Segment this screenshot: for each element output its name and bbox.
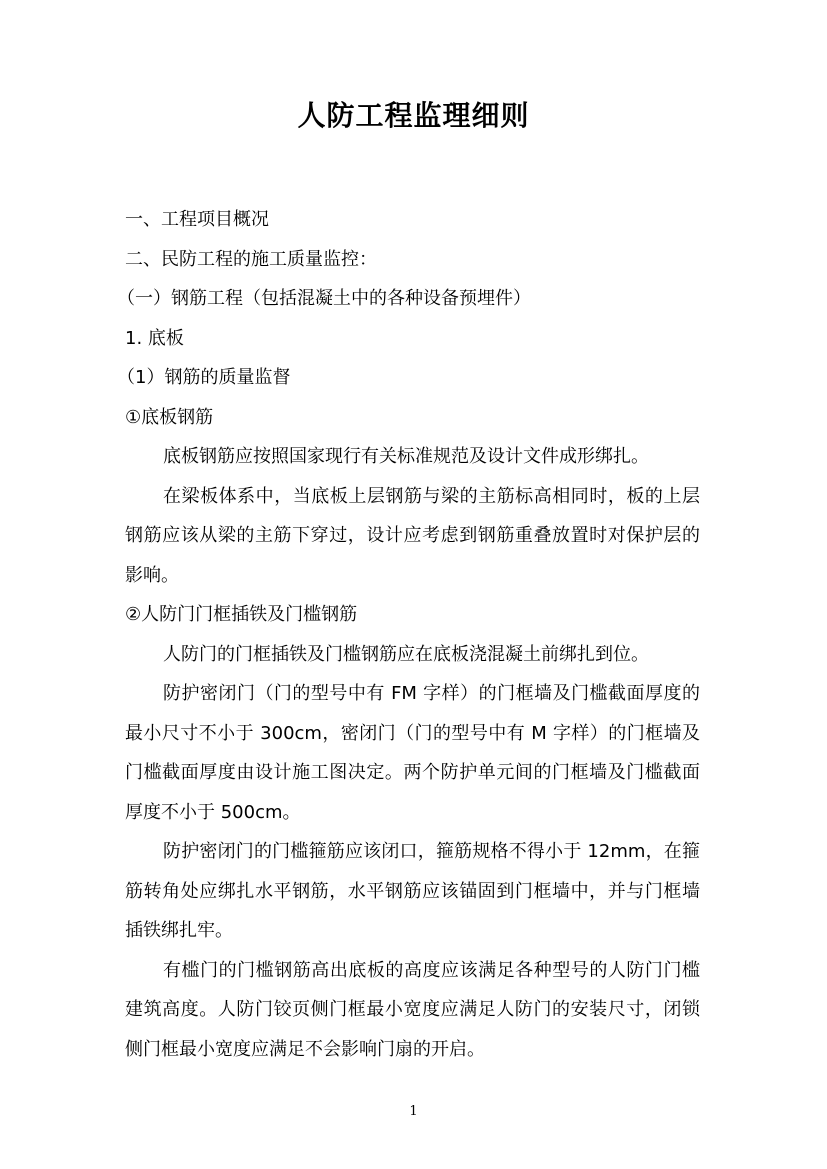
paragraph-door-frame-binding: 人防门的门框插铁及门槛钢筋应在底板浇混凝土前绑扎到位。 — [163, 643, 649, 665]
heading-quality-control: 二、民防工程的施工质量监控： — [125, 248, 377, 270]
page-title: 人防工程监理细则 — [297, 99, 530, 132]
heading-project-overview: 一、工程项目概况 — [125, 209, 269, 230]
document-body — [117, 200, 700, 1069]
heading-base-slab-rebar: ①底板钢筋 — [125, 406, 214, 428]
heading-base-slab: 1. 底板 — [125, 327, 184, 349]
heading-door-frame-rebar: ②人防门门框插铁及门槛钢筋 — [125, 604, 358, 625]
heading-rebar-quality-supervision: （1）钢筋的质量监督 — [117, 367, 291, 388]
paragraph-door-frame-thickness: 防护密闭门（门的型号中有 FM 字样）的门框墙及门槛截面厚度的最小尺寸不小于 300cm，密闭门（门的型号中有 M 字样）的门框墙及门槛截面厚度由设计施工图决定。两个防护单元间的门框墙及门槛截面厚度不小于 500cm。 — [125, 683, 700, 823]
paragraph-threshold-stirrups: 防护密闭门的门槛箍筋应该闭口，箍筋规格不得小于 12mm，在箍筋转角处应绑扎水平钢筋，水平钢筋应该锚固到门框墙中，并与门框墙插铁绑扎牢。 — [125, 841, 700, 941]
page-number: 1 — [409, 1104, 418, 1119]
paragraph-base-slab-rebar-binding: 底板钢筋应按照国家现行有关标准规范及设计文件成形绑扎。 — [163, 446, 649, 467]
heading-rebar-works: （一）钢筋工程（包括混凝土中的各种设备预埋件） — [117, 288, 531, 309]
paragraph-threshold-height: 有槛门的门槛钢筋高出底板的高度应该满足各种型号的人防门门槛建筑高度。人防门铰页侧门框最小宽度应满足人防门的安装尺寸，闭锁侧门框最小宽度应满足不会影响门扇的开启。 — [125, 959, 700, 1060]
paragraph-beam-slab-system: 在梁板体系中，当底板上层钢筋与梁的主筋标高相同时，板的上层钢筋应该从梁的主筋下穿过，设计应考虑到钢筋重叠放置时对保护层的影响。 — [125, 485, 700, 586]
